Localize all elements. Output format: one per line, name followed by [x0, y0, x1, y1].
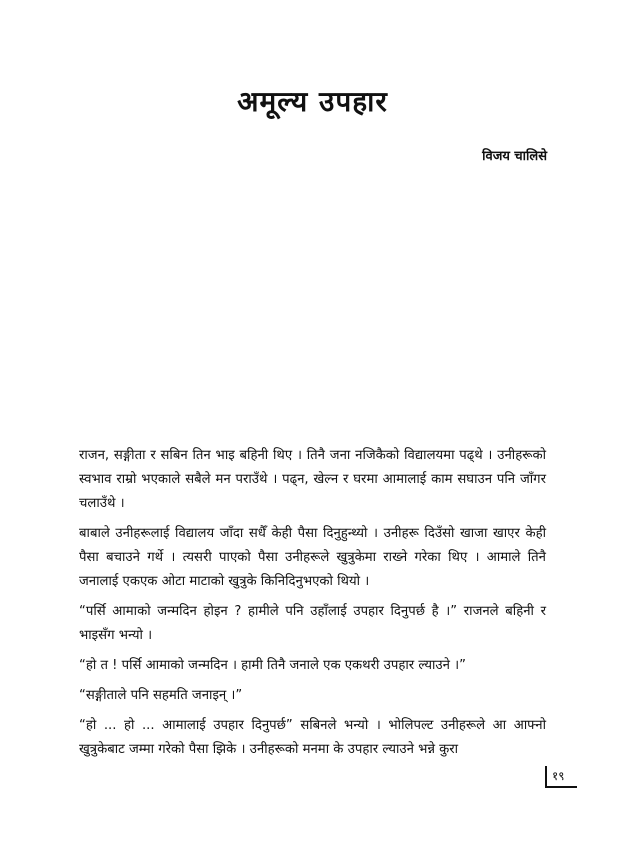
paragraph-3: “पर्सि आमाको जन्मदिन होइन ? हामीले पनि उहाँलाई उपहार दिनुपर्छ है ।” राजनले बहिनी र भाइसँग भन्यो ।	[79, 604, 546, 643]
paragraph-5: “सङ्गीताले पनि सहमति जनाइन् ।”	[79, 688, 243, 703]
paragraph-6: “हो ... हो ... आमालाई उपहार दिनुपर्छ” सबिनले भन्यो । भोलिपल्ट उनीहरूले आ आफ्नो खुत्रुकेबाट जम्मा गरेको पैसा झिके । उनीहरूको मनमा के उपहार ल्याउने भन्ने कुरा	[79, 718, 546, 757]
paragraph-4: “हो त ! पर्सि आमाको जन्मदिन । हामी तिनै जनाले एक एकथरी उपहार ल्याउने ।”	[79, 658, 466, 673]
story-body	[79, 444, 546, 768]
author-name: विजय चालिसे	[482, 149, 547, 164]
page-number: १९	[545, 766, 577, 788]
story-title: अमूल्य उपहार	[237, 85, 388, 118]
paragraph-2: बाबाले उनीहरूलाई विद्यालय जाँदा सधैँ केही पैसा दिनुहुन्थ्यो । उनीहरू दिउँसो खाजा खाएर केही पैसा बचाउने गर्थे । त्यसरी पाएको पैसा उनीहरूले खुत्रुकेमा राख्ने गरेका थिए । आमाले तिनै जनालाई एकएक ओटा माटाको खुत्रुके किनिदिनुभएको थियो ।	[79, 526, 546, 589]
paragraph-1: राजन, सङ्गीता र सबिन तिन भाइ बहिनी थिए । तिनै जना नजिकैको विद्यालयमा पढ्थे । उनीहरूको स्वभाव राम्रो भएकाले सबैले मन पराउँथे । पढ्न, खेल्न र घरमा आमालाई काम सघाउन पनि जाँगर चलाउँथे ।	[79, 448, 546, 511]
